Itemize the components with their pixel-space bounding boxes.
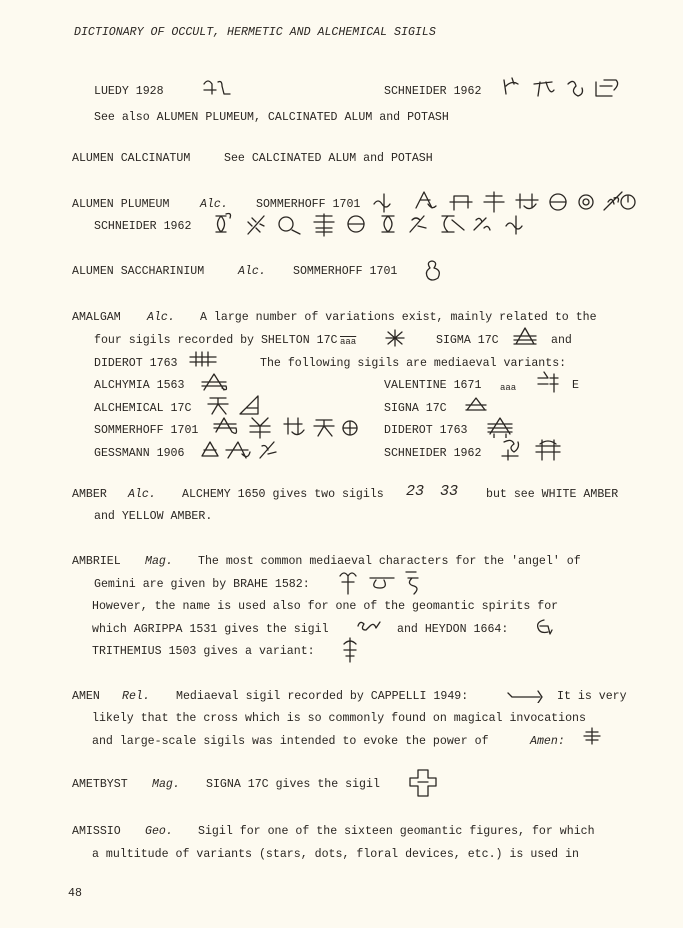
sigil-valentine-icon [536, 370, 562, 394]
entry-source-luedy: LUEDY 1928 [94, 85, 164, 98]
sigil-sommerhoff-variants-icon [212, 414, 360, 440]
sigil-alumen-saccharinium-icon [422, 258, 446, 282]
entry-text-amen-line2: likely that the cross which is so commonly found on magical invocations [92, 712, 586, 725]
entry-text-ambriel-line4b: and HEYDON 1664: [397, 623, 509, 636]
sigil-heydon-icon [532, 616, 554, 638]
entry-text-amen-line1a: Mediaeval sigil recorded by CAPPELLI 1949: [176, 690, 469, 703]
see-also-note: See also ALUMEN PLUMEUM, CALCINATED ALUM and POTASH [94, 111, 449, 124]
entry-cat-amissio: Geo. [145, 825, 173, 838]
variant-left-2: ALCHEMICAL 17C [94, 402, 192, 415]
entry-text-amissio-line1: Sigil for one of the sixteen geomantic figures, for which [198, 825, 595, 838]
entry-source-schneider: SCHNEIDER 1962 [384, 85, 482, 98]
variant-left-4: GESSMANN 1906 [94, 447, 185, 460]
entry-text-amen-line3b: Amen: [530, 735, 565, 748]
sigil-amen-cross-icon [582, 726, 602, 746]
entry-text-ambriel-line2: Gemini are given by BRAHE 1582: [94, 578, 310, 591]
sigil-agrippa-icon [356, 618, 382, 634]
entry-text-amalgam-line2a: four sigils recorded by SHELTON 17C [94, 334, 338, 347]
entry-text-amber-line1b: but see WHITE AMBER [486, 488, 619, 501]
sigil-trithemius-icon [340, 636, 360, 664]
entry-term-amalgam: AMALGAM [72, 311, 121, 324]
sigil-gessmann-icon [198, 438, 278, 462]
entry-text-amissio-line2: a multitude of variants (stars, dots, floral devices, etc.) is used in [92, 848, 580, 861]
sigil-schneider-group-icon [500, 74, 630, 102]
sigil-alchymia-icon [200, 370, 230, 394]
entry-text-ambriel-line5: TRITHEMIUS 1503 gives a variant: [92, 645, 315, 658]
variant-right-1: VALENTINE 1671 [384, 379, 482, 392]
entry-text-ametbyst: SIGNA 17C gives the sigil [206, 778, 380, 791]
variant-left-1: ALCHYMIA 1563 [94, 379, 185, 392]
entry-text-amen-line1b: It is very [557, 690, 627, 703]
sigil-cappelli-icon [506, 689, 546, 703]
sigil-ametbyst-icon [408, 768, 438, 798]
entry-term-amber: AMBER [72, 488, 107, 501]
entry-cat-ambriel: Mag. [145, 555, 173, 568]
entry-text-amalgam-line1: A large number of variations exist, mainly related to the [200, 311, 597, 324]
entry-cat-amen: Rel. [122, 690, 150, 703]
entry-text-amalgam-line2b: SIGMA 17C [436, 334, 499, 347]
entry-text-amalgam-diderot: DIDEROT 1763 [94, 357, 178, 370]
sigil-schneider-amalgam-icon [500, 436, 566, 464]
entry-text-amber-line1a: ALCHEMY 1650 gives two sigils [182, 488, 384, 501]
entry-text-amen-line3a: and large-scale sigils was intended to evoke the power of [92, 735, 489, 748]
sigil-amber-b: 33 [440, 483, 459, 500]
entry-cat-amalgam: Alc. [147, 311, 175, 324]
entry-source-sommerhoff: SOMMERHOFF 1701 [256, 198, 361, 211]
sigil-shelton-aaa: $\overline{aaa}$ [340, 337, 357, 347]
entry-text-ambriel-line3: However, the name is used also for one of the geomantic spirits for [92, 600, 559, 613]
sigil-sigma-icon [512, 326, 538, 348]
entry-text-amalgam-line3b: The following sigils are mediaeval variants: [260, 357, 567, 370]
entry-term-alumen-saccharinium: ALUMEN SACCHARINIUM [72, 265, 205, 278]
entry-text-alumen-calcinatum: See CALCINATED ALUM and POTASH [224, 152, 433, 165]
sigil-amber-a: 23 [406, 483, 425, 500]
entry-text-amber-line2: and YELLOW AMBER. [94, 510, 213, 523]
variant-right-4: SCHNEIDER 1962 [384, 447, 482, 460]
entry-source-schneider-plumeum: SCHNEIDER 1962 [94, 220, 192, 233]
entry-term-alumen-calcinatum: ALUMEN CALCINATUM [72, 152, 191, 165]
page-number: 48 [68, 887, 82, 900]
entry-source-saccharinium: SOMMERHOFF 1701 [293, 265, 398, 278]
sigil-shelton-star-icon [384, 328, 406, 348]
sigil-luedy-icon [200, 76, 232, 98]
entry-term-ambriel: AMBRIEL [72, 555, 121, 568]
variant-right-2: SIGNA 17C [384, 402, 447, 415]
entry-term-alumen-plumeum: ALUMEN PLUMEUM [72, 198, 170, 211]
page-header-title: DICTIONARY OF OCCULT, HERMETIC AND ALCHEMICAL SIGILS [74, 26, 436, 39]
sigil-signa-icon [464, 396, 488, 414]
entry-cat-alumen-saccharinium: Alc. [238, 265, 266, 278]
entry-text-amalgam-and: and [551, 334, 572, 347]
variant-right-3: DIDEROT 1763 [384, 424, 468, 437]
entry-text-ambriel-line4a: which AGRIPPA 1531 gives the sigil [92, 623, 329, 636]
entry-text-ambriel-line1: The most common mediaeval characters for the 'angel' of [198, 555, 581, 568]
sigil-diderot-hash-icon [188, 350, 218, 368]
sigil-brahe-icon [336, 568, 422, 596]
variant-left-3: SOMMERHOFF 1701 [94, 424, 199, 437]
entry-term-amissio: AMISSIO [72, 825, 121, 838]
sigil-valentine-aaa: aaa [500, 383, 517, 393]
sigil-valentine-e: E [572, 379, 579, 392]
entry-cat-amber: Alc. [128, 488, 156, 501]
entry-term-amen: AMEN [72, 690, 100, 703]
entry-term-ametbyst: AMETBYST [72, 778, 128, 791]
sigil-diderot-variant-icon [486, 416, 514, 438]
sigil-alumen-plumeum-row2-icon [212, 210, 532, 238]
entry-cat-alumen-plumeum: Alc. [200, 198, 228, 211]
entry-cat-ametbyst: Mag. [152, 778, 180, 791]
